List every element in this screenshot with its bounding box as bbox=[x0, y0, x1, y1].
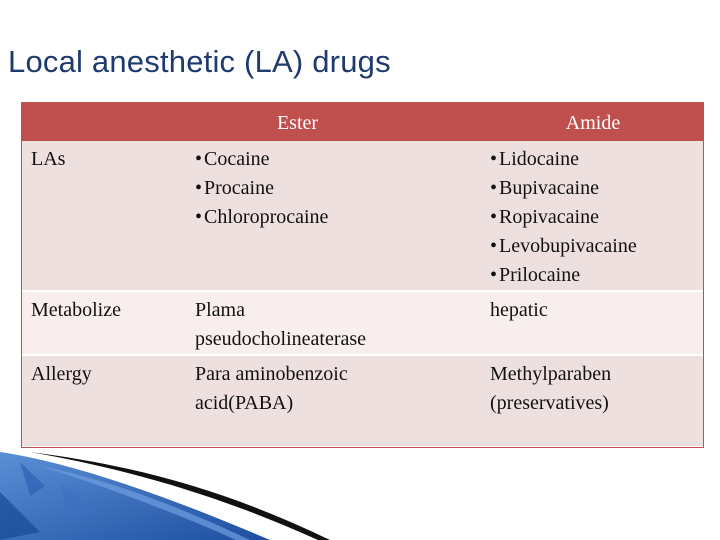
amide-drug-list bbox=[490, 145, 698, 290]
cell-metabolize-ester: Plama pseudocholineaterase bbox=[179, 291, 476, 355]
list-item: • Prilocaine bbox=[490, 261, 698, 290]
comparison-table bbox=[21, 102, 704, 446]
cell-metabolize-amide: hepatic bbox=[476, 291, 704, 355]
table-row-allergy bbox=[21, 355, 704, 446]
ester-drug-list bbox=[195, 145, 470, 232]
row-label-las: LAs bbox=[21, 141, 179, 291]
cell-allergy-amide: Methylparaben (preservatives) bbox=[476, 355, 704, 446]
header-empty bbox=[21, 102, 179, 141]
cell-las-ester bbox=[179, 141, 476, 291]
table-header-row bbox=[21, 102, 704, 141]
list-item: • Procaine bbox=[195, 174, 470, 203]
cell-las-amide bbox=[476, 141, 704, 291]
header-ester: Ester bbox=[179, 102, 476, 141]
row-label-allergy: Allergy bbox=[21, 355, 179, 446]
list-item: • Bupivacaine bbox=[490, 174, 698, 203]
slide-title: Local anesthetic (LA) drugs bbox=[8, 44, 391, 79]
header-amide: Amide bbox=[476, 102, 704, 141]
list-item: • Chloroprocaine bbox=[195, 203, 470, 232]
list-item: • Cocaine bbox=[195, 145, 470, 174]
row-label-metabolize: Metabolize bbox=[21, 291, 179, 355]
table-row-las bbox=[21, 141, 704, 291]
cell-allergy-ester: Para aminobenzoic acid(PABA) bbox=[179, 355, 476, 446]
table-row-metabolize bbox=[21, 291, 704, 355]
list-item: • Lidocaine bbox=[490, 145, 698, 174]
decorative-swoosh bbox=[0, 452, 720, 540]
list-item: • Ropivacaine bbox=[490, 203, 698, 232]
list-item: • Levobupivacaine bbox=[490, 232, 698, 261]
